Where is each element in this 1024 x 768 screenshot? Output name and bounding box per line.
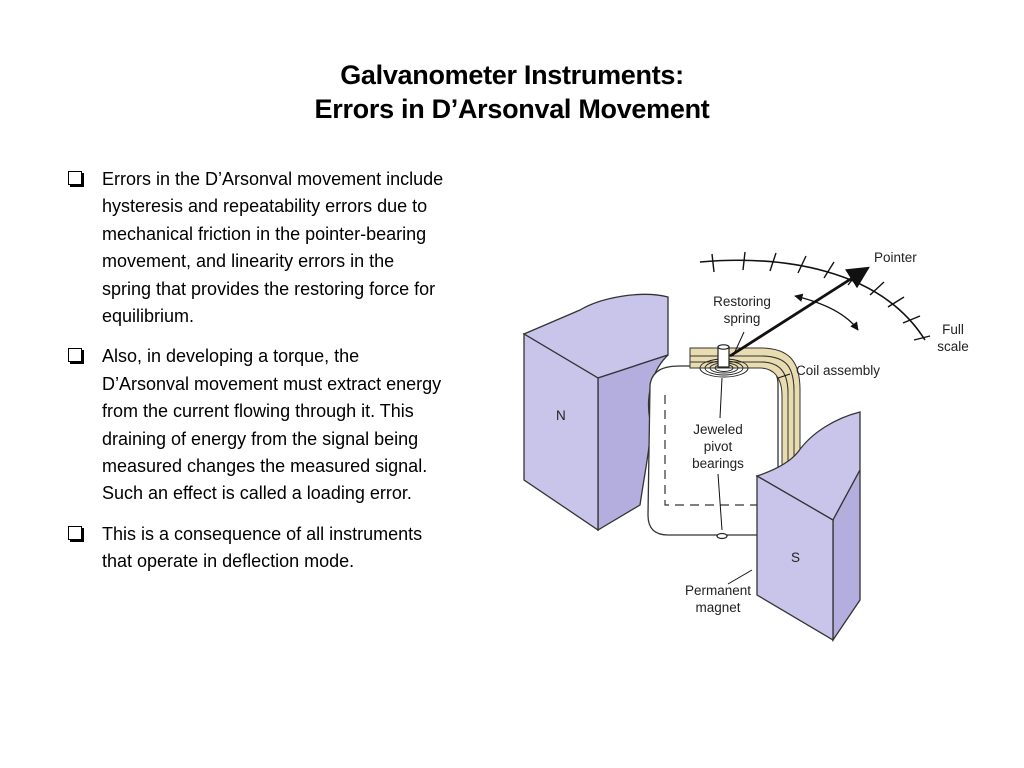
label-s-pole: S	[791, 550, 801, 565]
label-jeweled-3: bearings	[692, 456, 744, 471]
title-line-2: Errors in D’Arsonval Movement	[314, 94, 710, 124]
label-pointer: Pointer	[874, 250, 917, 265]
slide-title	[0, 58, 1024, 126]
label-jeweled-1: Jeweled	[693, 422, 743, 437]
label-full-scale-2: scale	[937, 339, 969, 354]
label-permanent-1: Permanent	[684, 583, 752, 598]
bullet-text: Errors in the D’Arsonval movement include hysteresis and repeatability errors due to mechanical friction in the pointer-bearing movement, and linearity errors in the spring that provides the restoring force for equilibrium.	[102, 169, 444, 327]
checkbox-square-icon	[68, 171, 82, 185]
bullet-text: This is a consequence of all instruments that operate in deflection mode.	[102, 523, 423, 572]
galvanometer-diagram	[515, 240, 985, 650]
bullet-item	[66, 166, 446, 330]
deflection-arrow	[795, 296, 858, 330]
bullet-text: Also, in developing a torque, the D’Arsonval movement must extract energy from the current flowing through it. This draining of energy from the signal being measured changes the measured signal. Such an effect is called a loading error.	[102, 346, 442, 504]
label-full-scale-1: Full	[942, 322, 964, 337]
label-n-pole: N	[556, 408, 566, 423]
label-coil-assembly: Coil assembly	[796, 363, 881, 378]
label-restoring-spring-2: spring	[723, 311, 761, 326]
checkbox-square-icon	[68, 348, 82, 362]
title-line-1: Galvanometer Instruments:	[340, 60, 684, 90]
checkbox-square-icon	[68, 526, 82, 540]
label-restoring-spring-1: Restoring	[713, 294, 771, 309]
magnet-n	[524, 294, 668, 530]
bullet-list	[66, 166, 446, 589]
bullet-item	[66, 343, 446, 507]
label-permanent-2: magnet	[695, 600, 741, 615]
bullet-item	[66, 521, 446, 576]
label-jeweled-2: pivot	[703, 439, 733, 454]
